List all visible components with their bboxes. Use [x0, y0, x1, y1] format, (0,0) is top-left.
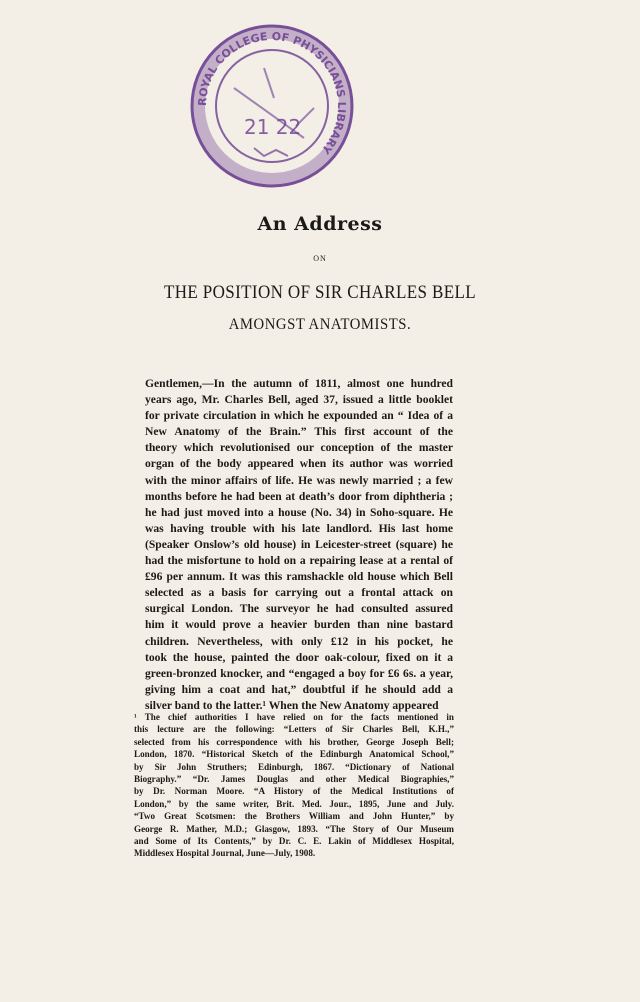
body-paragraph: [145, 376, 453, 714]
footnote: [134, 711, 454, 860]
library-stamp-seal: [184, 18, 360, 194]
body-line: £96 per annum. It was this ramshackle old house which Bell: [145, 570, 453, 584]
body-line: silver band to the latter.¹ When the New Anatomy appeared: [145, 698, 439, 712]
body-line: took the house, painted the door oak-colour, fixed on it a: [145, 650, 453, 664]
footnote-line: this lecture are the following: “Letters of Sir Charles Bell, K.H.,”: [134, 724, 454, 735]
footnote-line: selected from his correspondence with his brother, George Joseph Bell;: [134, 736, 454, 747]
body-line: green-bronzed knocker, and “engaged a boy for £6 6s. a year,: [145, 666, 453, 680]
body-line: New Anatomy of the Brain.” This first account of the: [145, 425, 453, 439]
stamp-date: 21 22: [244, 115, 302, 139]
title-line-1: THE POSITION OF SIR CHARLES BELL: [163, 283, 476, 303]
body-line: he had just moved into a house (No. 34) in Soho-square. He: [145, 505, 453, 519]
body-line: him it would prove a heavier burden than nine bastard: [145, 618, 453, 632]
body-line: children. Nevertheless, with only £12 in his pocket, he: [145, 634, 453, 648]
footnote-line: London, 1870. “Historical Sketch of the Edinburgh Anatomical School,”: [134, 749, 454, 760]
heading-on: ON: [313, 254, 327, 263]
body-line: organ of the body appeared when its author was worried: [145, 457, 453, 471]
body-line: had the misfortune to hold on a repairing lease at a rental of: [145, 554, 453, 568]
footnote-line: ¹ The chief authorities I have relied on for the facts mentioned in: [134, 712, 454, 722]
footnote-line: George R. Mather, M.D.; Glasgow, 1893. “The Story of Our Museum: [134, 823, 454, 834]
body-line: theory which revolutionised our conception of the master: [145, 441, 453, 455]
body-line: selected as a basis for carrying out a frontal attack on: [145, 586, 453, 600]
address-heading: An Address: [257, 213, 383, 235]
footnote-line: “Two Great Scotsmen: the Brothers William and John Hunter,” by: [134, 811, 454, 822]
body-line: years ago, Mr. Charles Bell, aged 37, issued a little booklet: [145, 393, 453, 407]
title-line-2: AMONGST ANATOMISTS.: [228, 316, 412, 333]
footnote-line: Biography.” “Dr. James Douglas and other Medical Biographies,”: [134, 773, 454, 784]
body-line: for private circulation in which he expounded an “ Idea of a: [145, 409, 453, 423]
svg-text:ROYAL COLLEGE OF PHYSICIANS LI: ROYAL COLLEGE OF PHYSICIANS LIBRARY: [195, 29, 349, 157]
body-line: (Speaker Onslow’s old house) in Leicester-street (square) he: [145, 537, 453, 551]
body-line: Gentlemen,—In the autumn of 1811, almost one hundred: [145, 377, 453, 390]
footnote-line: London,” by the same writer, Brit. Med. Jour., 1895, June and July.: [134, 798, 454, 809]
footnote-line: by Sir John Struthers; Edinburgh, 1867. “Dictionary of National: [134, 761, 454, 772]
body-line: was having trouble with his late landlord. His last home: [145, 521, 453, 535]
footnote-line: Middlesex Hospital Journal, June—July, 1908.: [134, 848, 316, 859]
body-line: surgical London. The surveyor he had consulted assured: [145, 602, 453, 616]
library-stamp: [184, 18, 360, 194]
body-line: giving him a coat and hat,” doubtful if he should add a: [145, 682, 453, 696]
footnote-line: and Some of Its Contents,” by Dr. C. E. Lakin of Middlesex Hospital,: [134, 835, 454, 846]
body-line: months before he had been at death’s door from diphtheria ;: [145, 489, 453, 503]
body-line: with the minor affairs of life. He was newly married ; a few: [145, 473, 453, 487]
footnote-line: by Dr. Norman Moore. “A History of the Medical Institutions of: [134, 786, 454, 797]
